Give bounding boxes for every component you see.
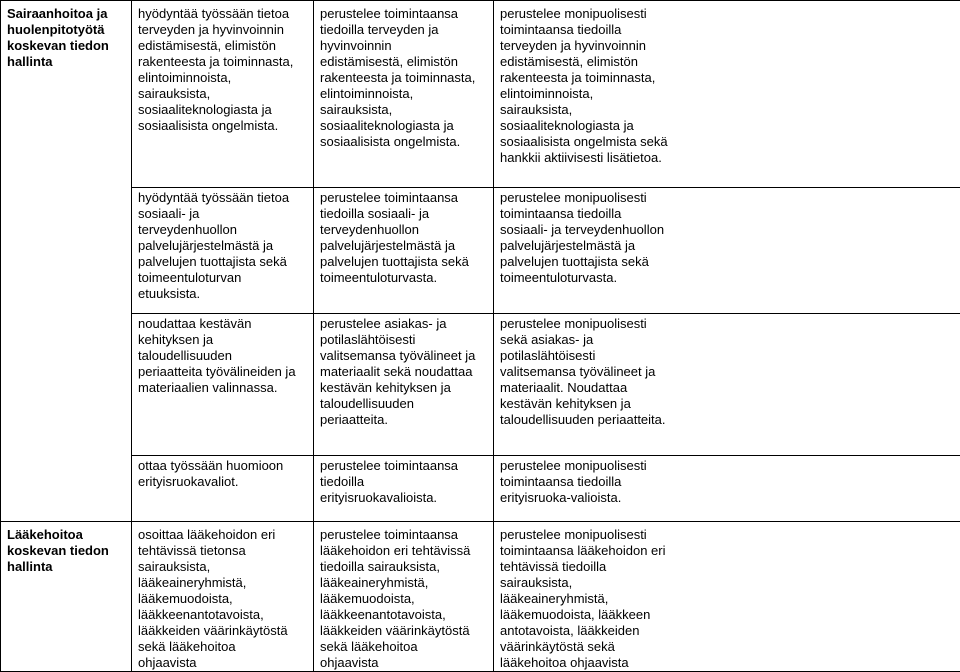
criteria-text: hyödyntää työssään tietoa terveyden ja hyvinvoinnin edistämisestä, elimistön rakenteesta ja toiminnasta, elintoiminnoista, sairauksista, sosiaaliteknologiasta ja sosiaalisista ongelmista. [138, 6, 296, 134]
satisfactory-criteria-cell [132, 521, 314, 671]
excellent-criteria-cell [494, 314, 960, 456]
competence-area-cell [1, 314, 132, 456]
satisfactory-criteria-cell [132, 188, 314, 314]
satisfactory-criteria-cell [132, 314, 314, 456]
good-criteria-cell [314, 188, 494, 314]
table-row [1, 456, 960, 522]
competence-area-cell [1, 1, 132, 188]
criteria-text: ottaa työssään huomioon erityisruokavaliot. [138, 458, 296, 490]
good-criteria-cell [314, 1, 494, 188]
criteria-text: perustelee asiakas- ja potilaslähtöisesti valitsemansa työvälineet ja materiaalit sekä noudattaa kestävän kehityksen ja taloudellisuuden periaatteita. [320, 316, 478, 428]
criteria-text: osoittaa lääkehoidon eri tehtävissä tietonsa sairauksista, lääkeaineryhmistä, lääkemuodoista, lääkkeenantotavoista, lääkkeiden väärinkäytöstä sekä lääkehoitoa ohjaavista [138, 527, 296, 671]
excellent-criteria-cell [494, 188, 960, 314]
criteria-text: noudattaa kestävän kehityksen ja taloudellisuuden periaatteita työvälineiden ja materiaalien valinnassa. [138, 316, 296, 396]
satisfactory-criteria-cell [132, 1, 314, 188]
table-row [1, 314, 960, 456]
criteria-text: perustelee toimintaansa tiedoilla erityisruokavalioista. [320, 458, 478, 506]
competence-area-label: Lääkehoitoa koskevan tiedon hallinta [7, 527, 125, 575]
criteria-text: perustelee monipuolisesti toimintaansa tiedoilla erityisruoka-valioista. [500, 458, 668, 506]
criteria-text: perustelee toimintaansa lääkehoidon eri tehtävissä tiedoilla sairauksista, lääkeaineryhmistä, lääkemuodoista, lääkkeenantotavoista, lääkkeiden väärinkäytöstä sekä lääkehoitoa ohjaavista [320, 527, 478, 671]
criteria-text: perustelee monipuolisesti toimintaansa tiedoilla terveyden ja hyvinvoinnin edistämisestä, elimistön rakenteesta ja toiminnasta, elintoiminnoista, sairauksista, sosiaaliteknologiasta ja sosiaalisista ongelmista sekä hankkii aktiivisesti lisätietoa. [500, 6, 668, 166]
excellent-criteria-cell [494, 1, 960, 188]
criteria-text: perustelee monipuolisesti toimintaansa tiedoilla sosiaali- ja terveydenhuollon palvelujärjestelmästä ja palvelujen tuottajista sekä toimeentuloturvasta. [500, 190, 668, 286]
competence-area-label: Sairaanhoitoa ja huolenpitotyötä koskevan tiedon hallinta [7, 6, 125, 70]
criteria-text: hyödyntää työssään tietoa sosiaali- ja terveydenhuollon palvelujärjestelmästä ja palvelujen tuottajista sekä toimeentuloturvan etuuksista. [138, 190, 296, 302]
criteria-text: perustelee toimintaansa tiedoilla terveyden ja hyvinvoinnin edistämisestä, elimistön rakenteesta ja toiminnasta, elintoiminnoista, sairauksista, sosiaaliteknologiasta ja sosiaalisista ongelmista. [320, 6, 478, 150]
criteria-text: perustelee toimintaansa tiedoilla sosiaali- ja terveydenhuollon palvelujärjestelmästä ja palvelujen tuottajista sekä toimeentuloturvasta. [320, 190, 478, 286]
criteria-text: perustelee monipuolisesti toimintaansa lääkehoidon eri tehtävissä tiedoilla sairauksista, lääkeaineryhmistä, lääkemuodoista, lääkkeen antotavoista, lääkkeiden väärinkäytöstä sekä lääkehoitoa ohjaavista [500, 527, 668, 671]
good-criteria-cell [314, 521, 494, 671]
table-row [1, 521, 960, 671]
competence-area-cell [1, 188, 132, 314]
table-row [1, 188, 960, 314]
table-row [1, 1, 960, 188]
criteria-text: perustelee monipuolisesti sekä asiakas- ja potilaslähtöisesti valitsemansa työvälineet ja materiaalit. Noudattaa kestävän kehityksen ja taloudellisuuden periaatteita. [500, 316, 668, 428]
excellent-criteria-cell [494, 456, 960, 522]
good-criteria-cell [314, 314, 494, 456]
competence-area-cell [1, 521, 132, 671]
excellent-criteria-cell [494, 521, 960, 671]
satisfactory-criteria-cell [132, 456, 314, 522]
competence-area-cell [1, 456, 132, 522]
good-criteria-cell [314, 456, 494, 522]
